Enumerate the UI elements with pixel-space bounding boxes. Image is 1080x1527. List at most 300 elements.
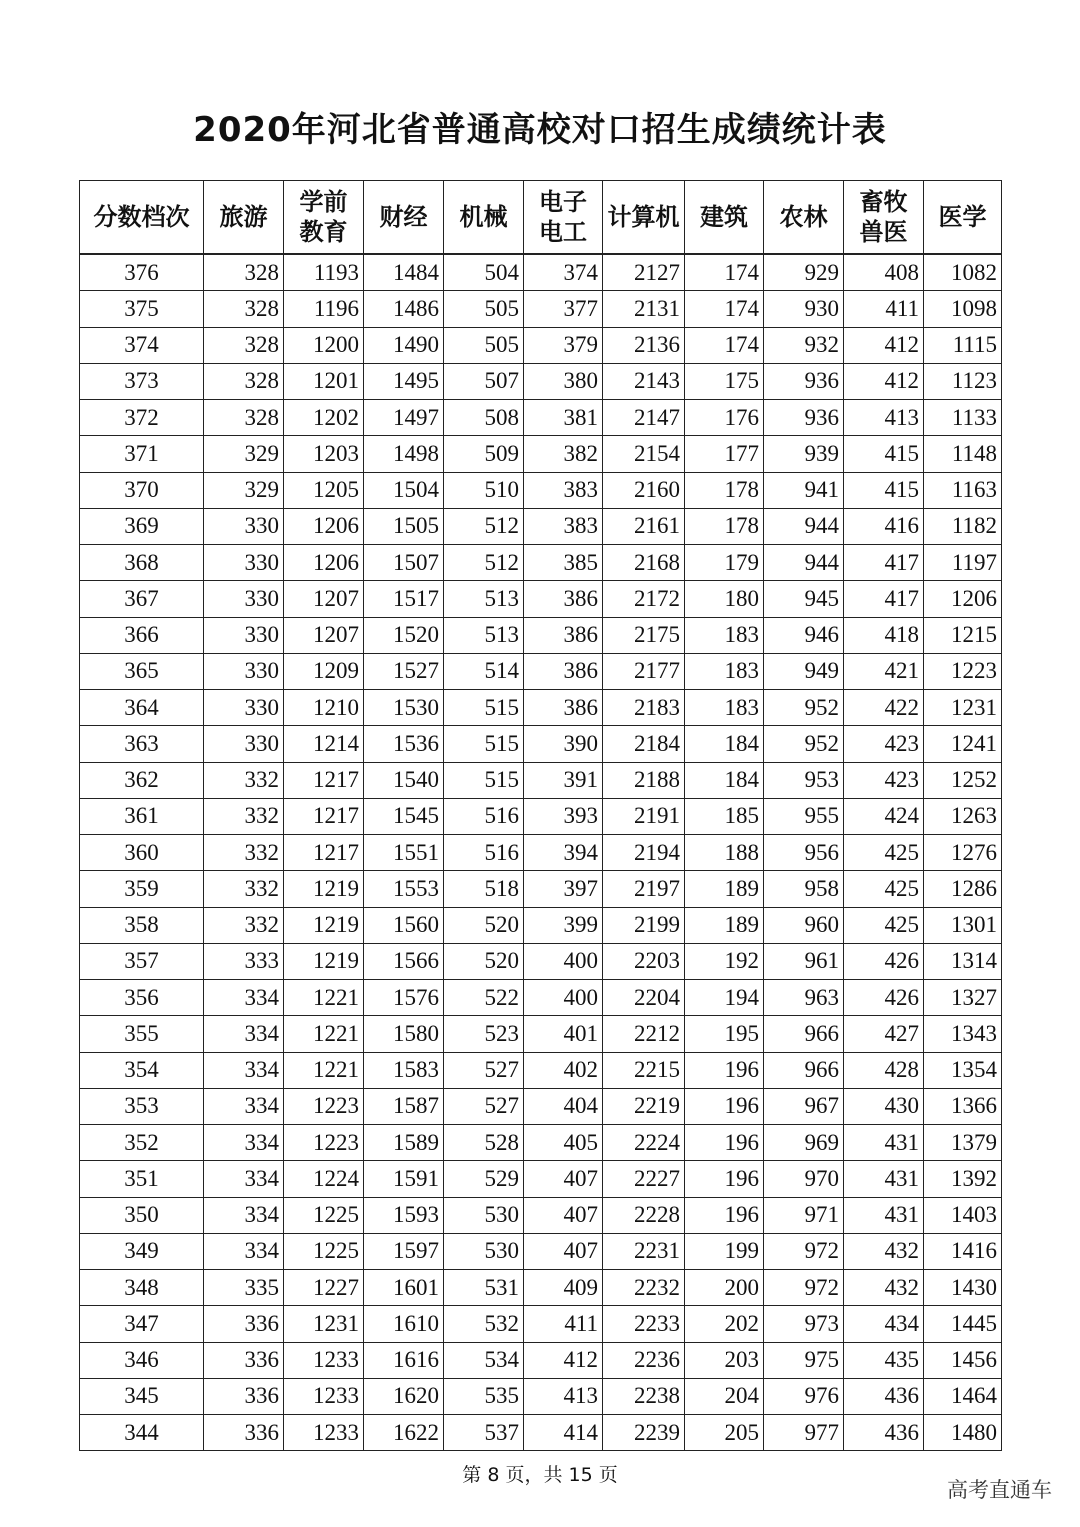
count-cell: 184 <box>685 726 764 762</box>
count-cell: 2236 <box>603 1342 685 1378</box>
count-cell: 329 <box>204 436 284 472</box>
count-cell: 330 <box>204 508 284 544</box>
count-cell: 518 <box>444 871 524 907</box>
count-cell: 1591 <box>364 1161 444 1197</box>
count-cell: 530 <box>444 1197 524 1233</box>
count-cell: 332 <box>204 798 284 834</box>
count-cell: 1536 <box>364 726 444 762</box>
count-cell: 2147 <box>603 400 685 436</box>
count-cell: 386 <box>524 690 603 726</box>
count-cell: 520 <box>444 943 524 979</box>
count-cell: 1545 <box>364 798 444 834</box>
count-cell: 413 <box>524 1378 603 1414</box>
count-cell: 1551 <box>364 835 444 871</box>
count-cell: 334 <box>204 1016 284 1052</box>
count-cell: 1206 <box>284 508 364 544</box>
table-row <box>80 327 1002 363</box>
table-row <box>80 726 1002 762</box>
score-cell: 348 <box>80 1270 204 1306</box>
count-cell: 1505 <box>364 508 444 544</box>
count-cell: 2215 <box>603 1052 685 1088</box>
count-cell: 1163 <box>924 472 1002 508</box>
count-cell: 1498 <box>364 436 444 472</box>
count-cell: 2228 <box>603 1197 685 1233</box>
count-cell: 333 <box>204 943 284 979</box>
count-cell: 436 <box>844 1415 924 1451</box>
table-row <box>80 798 1002 834</box>
score-cell: 353 <box>80 1088 204 1124</box>
count-cell: 174 <box>685 254 764 291</box>
count-cell: 417 <box>844 545 924 581</box>
count-cell: 523 <box>444 1016 524 1052</box>
count-cell: 505 <box>444 327 524 363</box>
count-cell: 1210 <box>284 690 364 726</box>
count-cell: 1314 <box>924 943 1002 979</box>
count-cell: 183 <box>685 690 764 726</box>
count-cell: 512 <box>444 508 524 544</box>
count-cell: 431 <box>844 1197 924 1233</box>
count-cell: 1231 <box>284 1306 364 1342</box>
score-cell: 347 <box>80 1306 204 1342</box>
count-cell: 1416 <box>924 1233 1002 1269</box>
count-cell: 507 <box>444 363 524 399</box>
count-cell: 177 <box>685 436 764 472</box>
count-cell: 415 <box>844 472 924 508</box>
count-cell: 1223 <box>924 653 1002 689</box>
table-row <box>80 254 1002 291</box>
column-header: 机械 <box>444 181 524 255</box>
count-cell: 1560 <box>364 907 444 943</box>
count-cell: 945 <box>764 581 844 617</box>
count-cell: 178 <box>685 472 764 508</box>
score-cell: 374 <box>80 327 204 363</box>
count-cell: 972 <box>764 1233 844 1269</box>
count-cell: 176 <box>685 400 764 436</box>
count-cell: 434 <box>844 1306 924 1342</box>
count-cell: 423 <box>844 762 924 798</box>
count-cell: 428 <box>844 1052 924 1088</box>
score-cell: 369 <box>80 508 204 544</box>
count-cell: 509 <box>444 436 524 472</box>
count-cell: 537 <box>444 1415 524 1451</box>
count-cell: 1403 <box>924 1197 1002 1233</box>
table-row <box>80 581 1002 617</box>
count-cell: 205 <box>685 1415 764 1451</box>
page-title: 2020年河北省普通高校对口招生成绩统计表 <box>193 110 887 150</box>
count-cell: 202 <box>685 1306 764 1342</box>
column-header: 医学 <box>924 181 1002 255</box>
count-cell: 952 <box>764 726 844 762</box>
count-cell: 1202 <box>284 400 364 436</box>
table-row <box>80 1161 1002 1197</box>
table-row <box>80 291 1002 327</box>
count-cell: 936 <box>764 400 844 436</box>
score-cell: 372 <box>80 400 204 436</box>
count-cell: 1206 <box>284 545 364 581</box>
score-cell: 349 <box>80 1233 204 1269</box>
count-cell: 972 <box>764 1270 844 1306</box>
count-cell: 1203 <box>284 436 364 472</box>
table-row <box>80 1270 1002 1306</box>
count-cell: 329 <box>204 472 284 508</box>
count-cell: 1301 <box>924 907 1002 943</box>
count-cell: 1219 <box>284 907 364 943</box>
count-cell: 412 <box>844 327 924 363</box>
count-cell: 334 <box>204 1197 284 1233</box>
count-cell: 435 <box>844 1342 924 1378</box>
table-row <box>80 1088 1002 1124</box>
count-cell: 976 <box>764 1378 844 1414</box>
count-cell: 1197 <box>924 545 1002 581</box>
count-cell: 1217 <box>284 798 364 834</box>
count-cell: 1343 <box>924 1016 1002 1052</box>
table-row <box>80 1415 1002 1451</box>
count-cell: 332 <box>204 871 284 907</box>
count-cell: 2143 <box>603 363 685 399</box>
table-row <box>80 1233 1002 1269</box>
count-cell: 952 <box>764 690 844 726</box>
count-cell: 2197 <box>603 871 685 907</box>
count-cell: 1497 <box>364 400 444 436</box>
count-cell: 2238 <box>603 1378 685 1414</box>
brand-watermark: 高考直通车 <box>947 1478 1052 1502</box>
count-cell: 929 <box>764 254 844 291</box>
table-row <box>80 545 1002 581</box>
count-cell: 330 <box>204 653 284 689</box>
column-header: 电子 电工 <box>524 181 603 255</box>
score-cell: 355 <box>80 1016 204 1052</box>
count-cell: 1610 <box>364 1306 444 1342</box>
count-cell: 436 <box>844 1378 924 1414</box>
count-cell: 431 <box>844 1125 924 1161</box>
count-cell: 1486 <box>364 291 444 327</box>
count-cell: 1215 <box>924 617 1002 653</box>
count-cell: 1223 <box>284 1125 364 1161</box>
score-cell: 357 <box>80 943 204 979</box>
count-cell: 1217 <box>284 762 364 798</box>
count-cell: 2160 <box>603 472 685 508</box>
count-cell: 2219 <box>603 1088 685 1124</box>
page-number: 第 8 页，共 15 页 <box>462 1464 618 1486</box>
count-cell: 504 <box>444 254 524 291</box>
count-cell: 1227 <box>284 1270 364 1306</box>
count-cell: 328 <box>204 254 284 291</box>
table-row <box>80 1342 1002 1378</box>
score-cell: 356 <box>80 980 204 1016</box>
count-cell: 1327 <box>924 980 1002 1016</box>
count-cell: 949 <box>764 653 844 689</box>
table-row <box>80 690 1002 726</box>
count-cell: 1276 <box>924 835 1002 871</box>
count-cell: 1200 <box>284 327 364 363</box>
count-cell: 1082 <box>924 254 1002 291</box>
count-cell: 1480 <box>924 1415 1002 1451</box>
count-cell: 930 <box>764 291 844 327</box>
table-row <box>80 508 1002 544</box>
count-cell: 971 <box>764 1197 844 1233</box>
count-cell: 431 <box>844 1161 924 1197</box>
table-row <box>80 617 1002 653</box>
count-cell: 1392 <box>924 1161 1002 1197</box>
count-cell: 180 <box>685 581 764 617</box>
count-cell: 2168 <box>603 545 685 581</box>
count-cell: 328 <box>204 291 284 327</box>
count-cell: 2131 <box>603 291 685 327</box>
count-cell: 402 <box>524 1052 603 1088</box>
count-cell: 385 <box>524 545 603 581</box>
score-cell: 359 <box>80 871 204 907</box>
table-row <box>80 653 1002 689</box>
count-cell: 1504 <box>364 472 444 508</box>
count-cell: 2154 <box>603 436 685 472</box>
count-cell: 425 <box>844 907 924 943</box>
count-cell: 1517 <box>364 581 444 617</box>
count-cell: 185 <box>685 798 764 834</box>
count-cell: 328 <box>204 400 284 436</box>
column-header: 建筑 <box>685 181 764 255</box>
column-header: 分数档次 <box>80 181 204 255</box>
count-cell: 407 <box>524 1197 603 1233</box>
count-cell: 2199 <box>603 907 685 943</box>
count-cell: 411 <box>844 291 924 327</box>
count-cell: 966 <box>764 1052 844 1088</box>
count-cell: 407 <box>524 1161 603 1197</box>
count-cell: 1583 <box>364 1052 444 1088</box>
count-cell: 400 <box>524 980 603 1016</box>
count-cell: 1219 <box>284 871 364 907</box>
count-cell: 1133 <box>924 400 1002 436</box>
count-cell: 412 <box>524 1342 603 1378</box>
table-row <box>80 1125 1002 1161</box>
count-cell: 1580 <box>364 1016 444 1052</box>
count-cell: 334 <box>204 1088 284 1124</box>
count-cell: 1553 <box>364 871 444 907</box>
score-cell: 361 <box>80 798 204 834</box>
count-cell: 2161 <box>603 508 685 544</box>
count-cell: 939 <box>764 436 844 472</box>
count-cell: 941 <box>764 472 844 508</box>
count-cell: 417 <box>844 581 924 617</box>
count-cell: 382 <box>524 436 603 472</box>
count-cell: 425 <box>844 835 924 871</box>
count-cell: 1209 <box>284 653 364 689</box>
count-cell: 1221 <box>284 1016 364 1052</box>
count-cell: 1219 <box>284 943 364 979</box>
count-cell: 334 <box>204 1052 284 1088</box>
count-cell: 178 <box>685 508 764 544</box>
score-cell: 370 <box>80 472 204 508</box>
table-row <box>80 835 1002 871</box>
count-cell: 409 <box>524 1270 603 1306</box>
count-cell: 1566 <box>364 943 444 979</box>
count-cell: 196 <box>685 1161 764 1197</box>
count-cell: 179 <box>685 545 764 581</box>
count-cell: 196 <box>685 1125 764 1161</box>
count-cell: 1464 <box>924 1378 1002 1414</box>
score-cell: 346 <box>80 1342 204 1378</box>
count-cell: 1354 <box>924 1052 1002 1088</box>
count-cell: 1193 <box>284 254 364 291</box>
count-cell: 183 <box>685 653 764 689</box>
count-cell: 531 <box>444 1270 524 1306</box>
count-cell: 966 <box>764 1016 844 1052</box>
count-cell: 336 <box>204 1378 284 1414</box>
count-cell: 1224 <box>284 1161 364 1197</box>
count-cell: 1098 <box>924 291 1002 327</box>
count-cell: 334 <box>204 1161 284 1197</box>
count-cell: 528 <box>444 1125 524 1161</box>
count-cell: 505 <box>444 291 524 327</box>
count-cell: 515 <box>444 726 524 762</box>
score-cell: 373 <box>80 363 204 399</box>
table-row <box>80 400 1002 436</box>
count-cell: 393 <box>524 798 603 834</box>
count-cell: 332 <box>204 835 284 871</box>
table-row <box>80 472 1002 508</box>
count-cell: 383 <box>524 508 603 544</box>
count-cell: 1201 <box>284 363 364 399</box>
count-cell: 1366 <box>924 1088 1002 1124</box>
count-cell: 516 <box>444 798 524 834</box>
count-cell: 332 <box>204 762 284 798</box>
count-cell: 328 <box>204 327 284 363</box>
score-cell: 358 <box>80 907 204 943</box>
count-cell: 1115 <box>924 327 1002 363</box>
count-cell: 1484 <box>364 254 444 291</box>
score-cell: 351 <box>80 1161 204 1197</box>
count-cell: 1430 <box>924 1270 1002 1306</box>
count-cell: 184 <box>685 762 764 798</box>
count-cell: 1616 <box>364 1342 444 1378</box>
count-cell: 335 <box>204 1270 284 1306</box>
count-cell: 432 <box>844 1270 924 1306</box>
count-cell: 334 <box>204 980 284 1016</box>
count-cell: 969 <box>764 1125 844 1161</box>
count-cell: 2194 <box>603 835 685 871</box>
table-row <box>80 1378 1002 1414</box>
count-cell: 1123 <box>924 363 1002 399</box>
count-cell: 1576 <box>364 980 444 1016</box>
count-cell: 426 <box>844 943 924 979</box>
score-cell: 365 <box>80 653 204 689</box>
count-cell: 1207 <box>284 617 364 653</box>
count-cell: 522 <box>444 980 524 1016</box>
score-cell: 371 <box>80 436 204 472</box>
count-cell: 1379 <box>924 1125 1002 1161</box>
count-cell: 425 <box>844 871 924 907</box>
count-cell: 508 <box>444 400 524 436</box>
count-cell: 175 <box>685 363 764 399</box>
count-cell: 973 <box>764 1306 844 1342</box>
count-cell: 423 <box>844 726 924 762</box>
table-row <box>80 1197 1002 1233</box>
count-cell: 383 <box>524 472 603 508</box>
count-cell: 1221 <box>284 980 364 1016</box>
count-cell: 1490 <box>364 327 444 363</box>
count-cell: 386 <box>524 653 603 689</box>
count-cell: 381 <box>524 400 603 436</box>
column-header: 畜牧 兽医 <box>844 181 924 255</box>
score-cell: 362 <box>80 762 204 798</box>
count-cell: 411 <box>524 1306 603 1342</box>
count-cell: 427 <box>844 1016 924 1052</box>
count-cell: 203 <box>685 1342 764 1378</box>
count-cell: 967 <box>764 1088 844 1124</box>
count-cell: 405 <box>524 1125 603 1161</box>
count-cell: 1601 <box>364 1270 444 1306</box>
count-cell: 1225 <box>284 1197 364 1233</box>
count-cell: 424 <box>844 798 924 834</box>
count-cell: 336 <box>204 1306 284 1342</box>
count-cell: 332 <box>204 907 284 943</box>
count-cell: 194 <box>685 980 764 1016</box>
count-cell: 415 <box>844 436 924 472</box>
count-cell: 2203 <box>603 943 685 979</box>
count-cell: 944 <box>764 508 844 544</box>
count-cell: 946 <box>764 617 844 653</box>
score-cell: 360 <box>80 835 204 871</box>
count-cell: 416 <box>844 508 924 544</box>
count-cell: 330 <box>204 617 284 653</box>
count-cell: 1182 <box>924 508 1002 544</box>
count-cell: 970 <box>764 1161 844 1197</box>
count-cell: 535 <box>444 1378 524 1414</box>
score-table <box>79 180 1002 1451</box>
count-cell: 516 <box>444 835 524 871</box>
count-cell: 510 <box>444 472 524 508</box>
count-cell: 1286 <box>924 871 1002 907</box>
count-cell: 200 <box>685 1270 764 1306</box>
count-cell: 404 <box>524 1088 603 1124</box>
count-cell: 520 <box>444 907 524 943</box>
count-cell: 408 <box>844 254 924 291</box>
count-cell: 386 <box>524 581 603 617</box>
count-cell: 513 <box>444 617 524 653</box>
count-cell: 1507 <box>364 545 444 581</box>
count-cell: 334 <box>204 1125 284 1161</box>
count-cell: 192 <box>685 943 764 979</box>
count-cell: 961 <box>764 943 844 979</box>
count-cell: 960 <box>764 907 844 943</box>
count-cell: 426 <box>844 980 924 1016</box>
count-cell: 1196 <box>284 291 364 327</box>
count-cell: 196 <box>685 1197 764 1233</box>
count-cell: 379 <box>524 327 603 363</box>
column-header: 旅游 <box>204 181 284 255</box>
count-cell: 1223 <box>284 1088 364 1124</box>
score-cell: 375 <box>80 291 204 327</box>
table-row <box>80 1016 1002 1052</box>
count-cell: 189 <box>685 871 764 907</box>
count-cell: 1233 <box>284 1378 364 1414</box>
count-cell: 188 <box>685 835 764 871</box>
count-cell: 412 <box>844 363 924 399</box>
score-cell: 344 <box>80 1415 204 1451</box>
count-cell: 374 <box>524 254 603 291</box>
count-cell: 330 <box>204 545 284 581</box>
count-cell: 956 <box>764 835 844 871</box>
count-cell: 2127 <box>603 254 685 291</box>
count-cell: 414 <box>524 1415 603 1451</box>
count-cell: 399 <box>524 907 603 943</box>
count-cell: 2184 <box>603 726 685 762</box>
count-cell: 418 <box>844 617 924 653</box>
count-cell: 977 <box>764 1415 844 1451</box>
count-cell: 1206 <box>924 581 1002 617</box>
count-cell: 174 <box>685 327 764 363</box>
count-cell: 944 <box>764 545 844 581</box>
score-cell: 364 <box>80 690 204 726</box>
